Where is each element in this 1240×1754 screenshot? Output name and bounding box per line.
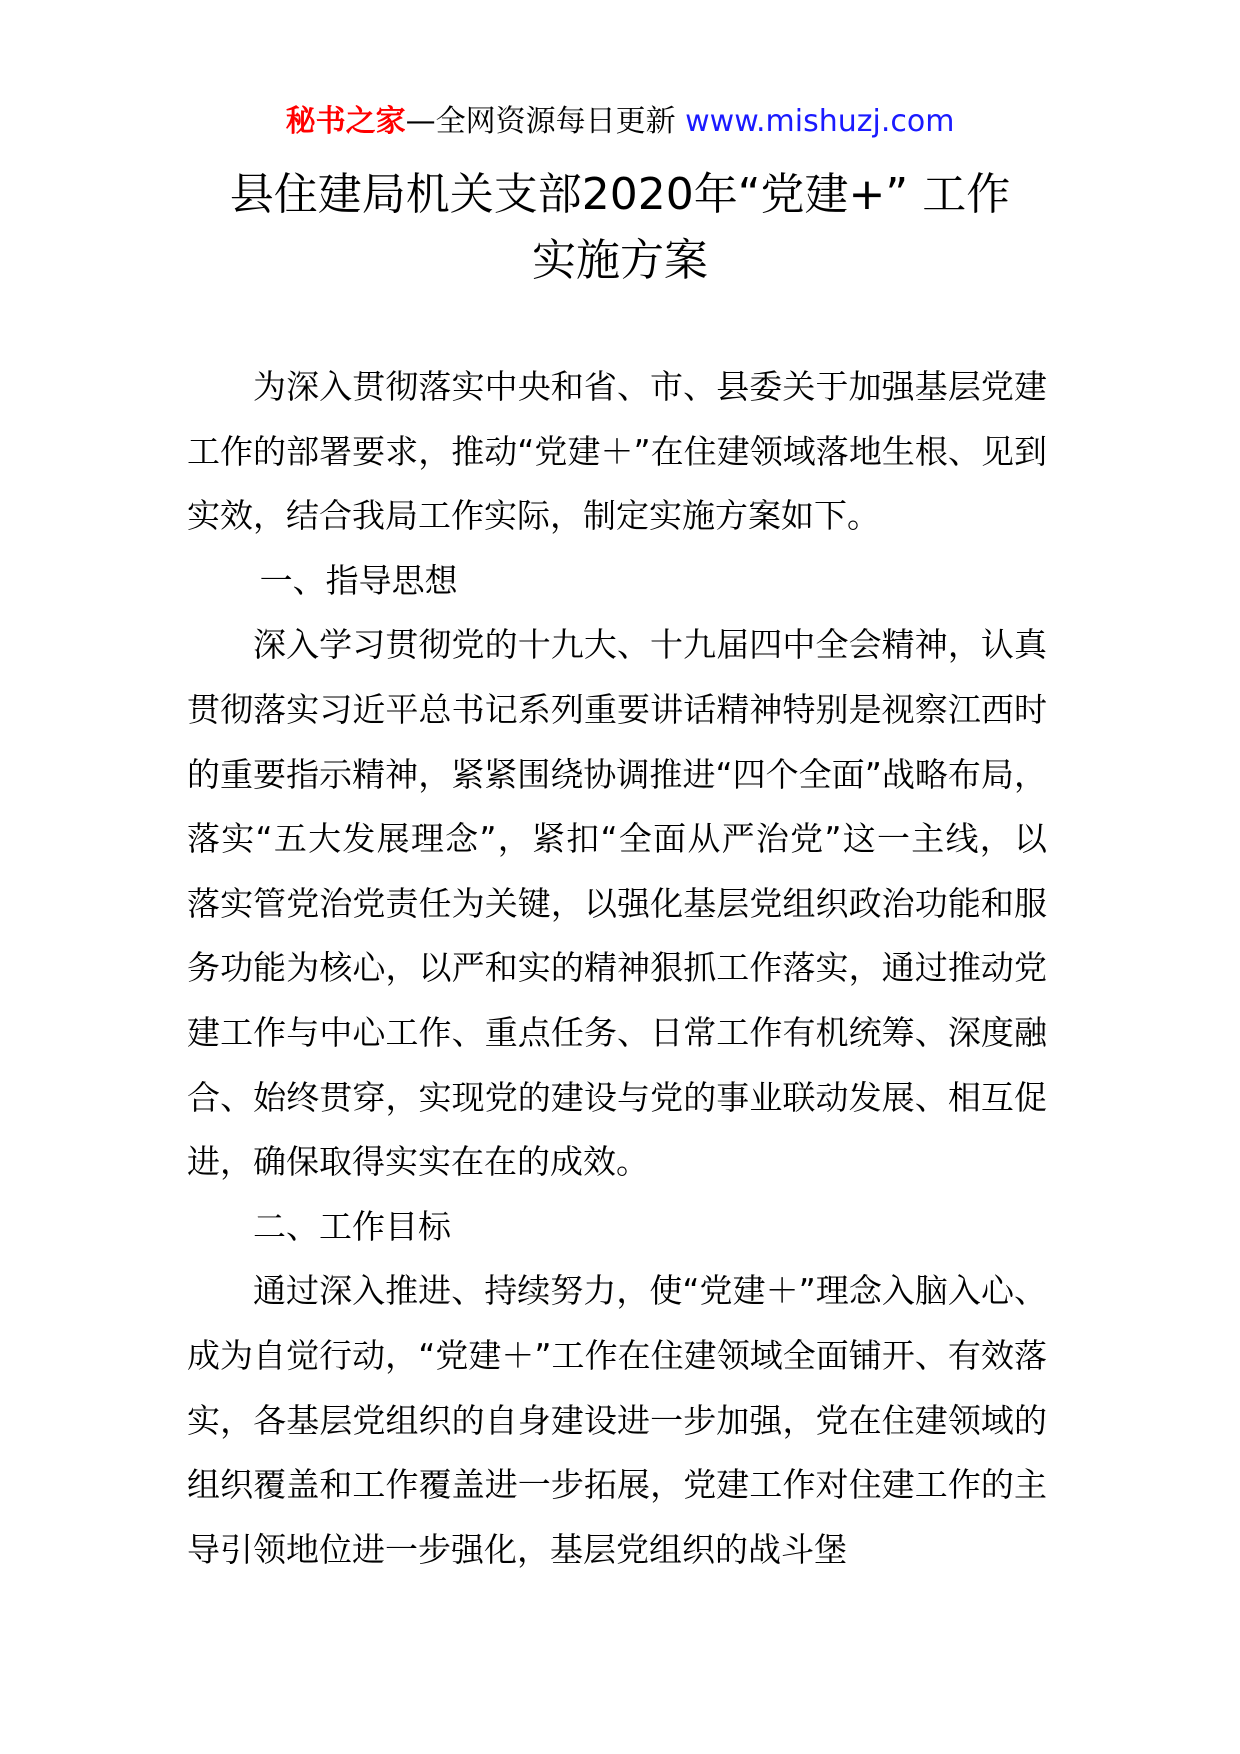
brand-name: 秘书之家 <box>285 104 406 139</box>
section-heading-guiding-ideology: 一、指导思想 <box>259 560 458 600</box>
header-tagline: —全网资源每日更新 <box>405 104 686 139</box>
guiding-ideology-paragraph: 深入学习贯彻党的十九大、十九届四中全会精神，认真贯彻落实习近平总书记系列重要讲话精神特别是视察江西时的重要指示精神，紧紧围绕协调推进“四个全面”战略布局，落实“五大发展理念”，紧扣“全面从严治党”这一主线，以落实管党治党责任为关键，以强化基层党组织政治功能和服务功能为核心，以严和实的精神狠抓工作落实，通过推动党建工作与中心工作、重点任务、日常工作有机统筹、深度融合、始终贯穿，实现党的建设与党的事业联动发展、相互促进，确保取得实实在在的成效。 <box>187 625 1047 1182</box>
site-url-link[interactable]: www.mishuzj.com <box>685 104 955 139</box>
title-line-2: 实施方案 <box>532 235 708 286</box>
document-body <box>187 355 1047 1582</box>
work-goals-paragraph: 通过深入推进、持续努力，使“党建＋”理念入脑入心、成为自觉行动，“党建＋”工作在住建领域全面铺开、有效落实，各基层党组织的自身建设进一步加强，党在住建领域的组织覆盖和工作覆盖进一步拓展，党建工作对住建工作的主导引领地位进一步强化，基层党组织的战斗堡 <box>187 1271 1047 1569</box>
intro-paragraph: 为深入贯彻落实中央和省、市、县委关于加强基层党建工作的部署要求，推动“党建＋”在住建领域落地生根、见到实效，结合我局工作实际，制定实施方案如下。 <box>187 367 1047 536</box>
section-heading-work-goals: 二、工作目标 <box>253 1206 451 1246</box>
document-title <box>150 162 1090 294</box>
site-header <box>0 102 1240 142</box>
title-line-1: 县住建局机关支部2020年“党建+” 工作 <box>229 169 1011 220</box>
